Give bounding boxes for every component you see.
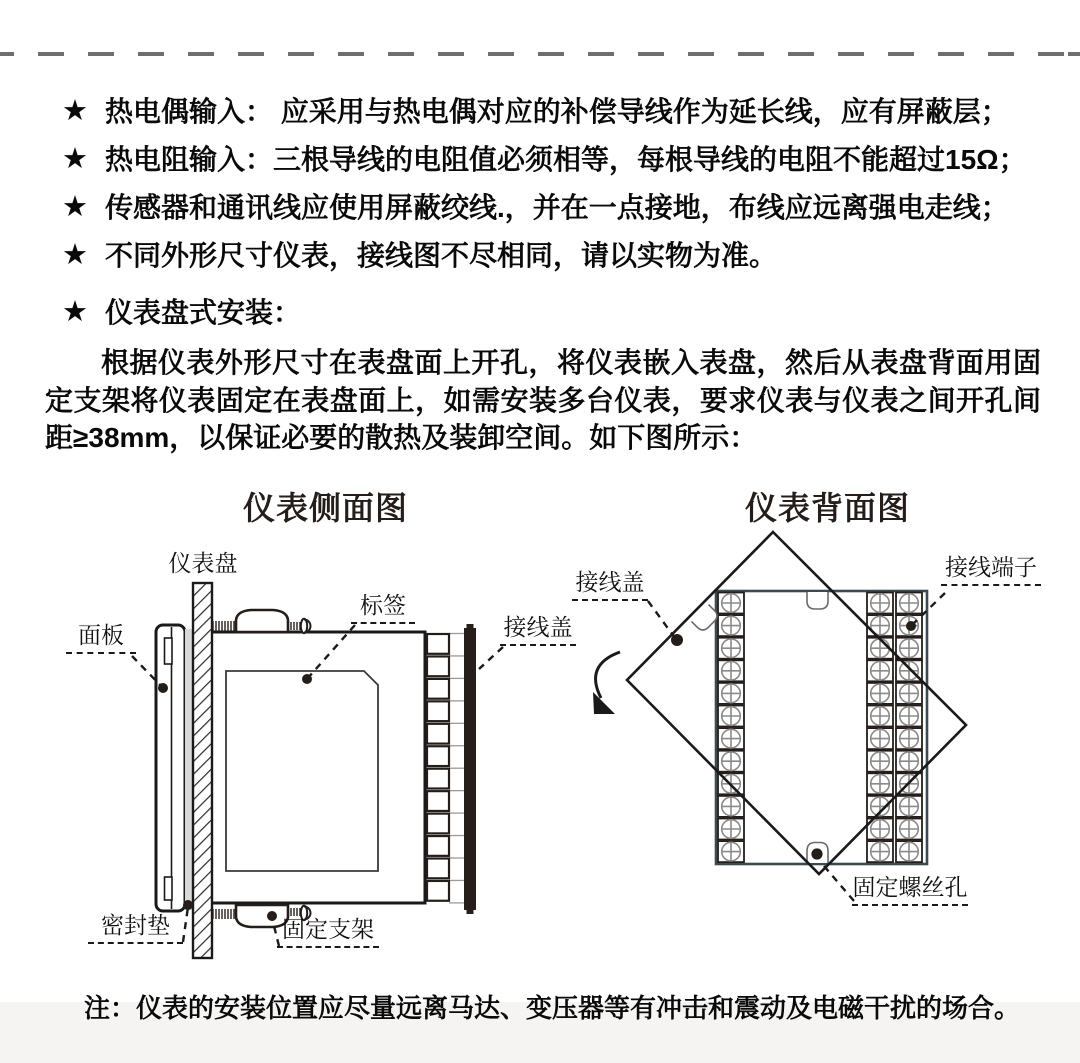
install-instructions-paragraph: 根据仪表外形尺寸在表盘面上开孔，将仪表嵌入表盘，然后从表盘背面用固定支架将仪表固定在表盘面上，如需安装多台仪表，要求仪表与仪表之间开孔间距≥38mm，以保证必要的散热及装卸空间。如下图所示： [45,347,1041,453]
front-bezel [156,625,185,911]
side-view-title: 仪表侧面图 [243,490,409,526]
label-sticker: 标签 [351,593,415,624]
label-seal-gasket: 密封垫 [88,913,183,944]
label-fixing-screw-hole: 固定螺丝孔 [852,875,968,906]
bullet-item [62,95,1009,129]
rear-terminal-cells [427,634,464,903]
star-bullet-icon: ★ [62,143,88,175]
label-sticker-area [226,671,378,871]
cover-bottom-nub [467,909,474,914]
label-terminal-block: 接线端子 [941,555,1041,586]
bullet-text: 热电阻输入：三根导线的电阻值必须相等，每根导线的电阻不能超过15Ω； [105,144,1027,175]
back-view-title: 仪表背面图 [745,490,911,526]
label-front-panel: 面板 [66,623,136,654]
label-panel-board: 仪表盘 [168,550,238,576]
top-dashed-divider [0,52,1080,56]
label-terminal-cover-back: 接线盖 [572,570,648,601]
top-fixing-bracket [213,610,311,633]
bullet-text: 热电偶输入： 应采用与热电偶对应的补偿导线作为延长线，应有屏蔽层； [105,96,1009,127]
star-bullet-icon: ★ [62,191,88,223]
terminal-cover-bar [464,628,476,910]
bullet-item [62,191,1009,225]
star-bullet-icon: ★ [62,239,88,271]
install-heading: 仪表盘式安装： [105,297,302,328]
top-notch [807,592,828,609]
bottom-note: 注：仪表的安装位置应尽量远离马达、变压器等有冲击和震动及电磁干扰的场合。 [84,993,1021,1023]
bullet-item [62,239,777,273]
label-terminal-cover-side: 接线盖 [500,615,576,646]
fixing-screw [811,848,822,859]
mounting-panel-hatched [193,583,212,958]
cover-top-nub [467,624,474,629]
star-bullet-icon: ★ [62,296,88,328]
bullet-item-install-heading [62,296,301,330]
bullet-text: 不同外形尺寸仪表，接线图不尽相同，请以实物为准。 [105,240,778,271]
star-bullet-icon: ★ [62,95,88,127]
back-view-diagram [580,525,1050,975]
rotation-arrow-icon [593,652,620,714]
bullet-item [62,143,1027,177]
label-fixing-bracket: 固定支架 [277,917,379,948]
side-view-diagram [60,525,540,975]
bullet-text: 传感器和通讯线应使用屏蔽绞线.，并在一点接地，布线应远离强电走线； [105,192,1009,223]
